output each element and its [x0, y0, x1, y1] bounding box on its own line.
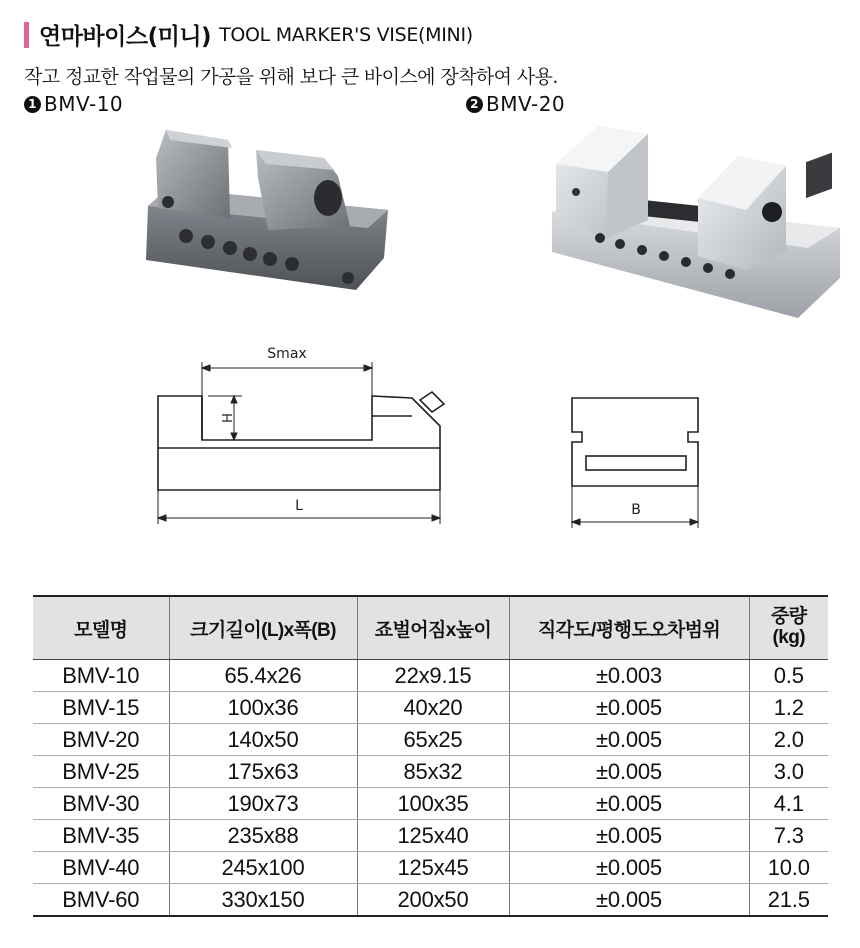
cell-weight: 1.2 — [749, 692, 828, 724]
table-row — [33, 788, 828, 820]
spec-table — [33, 595, 828, 917]
model-label-1 — [24, 92, 123, 116]
cell-weight: 7.3 — [749, 820, 828, 852]
cell-weight: 21.5 — [749, 884, 828, 917]
cell-tolerance: ±0.003 — [509, 660, 749, 692]
header-jaw: 죠벌어짐x높이 — [357, 596, 509, 660]
number-badge-2: 2 — [466, 96, 483, 113]
vise-photo-bmv20 — [548, 120, 844, 320]
vise-photo-bmv10 — [138, 118, 394, 294]
cell-jaw: 40x20 — [357, 692, 509, 724]
cell-tolerance: ±0.005 — [509, 788, 749, 820]
header-weight — [749, 596, 828, 660]
cell-model: BMV-60 — [33, 884, 169, 917]
l-label: L — [295, 498, 303, 514]
cell-tolerance: ±0.005 — [509, 724, 749, 756]
table-row — [33, 820, 828, 852]
cell-size: 100x36 — [169, 692, 357, 724]
header-model: 모델명 — [33, 596, 169, 660]
table-header-row — [33, 596, 828, 660]
cell-model: BMV-10 — [33, 660, 169, 692]
product-description: 작고 정교한 작업물의 가공을 위해 보다 큰 바이스에 장착하여 사용. — [24, 66, 558, 88]
b-label: B — [631, 502, 641, 518]
table-row — [33, 852, 828, 884]
table-row — [33, 660, 828, 692]
page-title — [24, 18, 473, 51]
cell-model: BMV-20 — [33, 724, 169, 756]
side-view-drawing — [150, 340, 450, 530]
cell-jaw: 125x45 — [357, 852, 509, 884]
header-size: 크기길이(L)x폭(B) — [169, 596, 357, 660]
cell-tolerance: ±0.005 — [509, 820, 749, 852]
cell-jaw: 100x35 — [357, 788, 509, 820]
header-weight-unit: (kg) — [772, 627, 805, 648]
cell-model: BMV-30 — [33, 788, 169, 820]
cell-tolerance: ±0.005 — [509, 692, 749, 724]
cell-jaw: 125x40 — [357, 820, 509, 852]
model-name-1: BMV-10 — [44, 92, 124, 116]
cell-jaw: 200x50 — [357, 884, 509, 917]
cell-model: BMV-40 — [33, 852, 169, 884]
cell-size: 65.4x26 — [169, 660, 357, 692]
cell-model: BMV-35 — [33, 820, 169, 852]
cell-jaw: 22x9.15 — [357, 660, 509, 692]
model-name-2: BMV-20 — [486, 92, 566, 116]
table-body — [33, 660, 828, 917]
cell-size: 140x50 — [169, 724, 357, 756]
cell-tolerance: ±0.005 — [509, 756, 749, 788]
cell-size: 175x63 — [169, 756, 357, 788]
cell-model: BMV-25 — [33, 756, 169, 788]
cell-weight: 4.1 — [749, 788, 828, 820]
h-label: H — [218, 413, 233, 423]
cell-weight: 3.0 — [749, 756, 828, 788]
table-row — [33, 884, 828, 917]
cell-model: BMV-15 — [33, 692, 169, 724]
model-label-2 — [466, 92, 565, 116]
cell-jaw: 65x25 — [357, 724, 509, 756]
table-row — [33, 756, 828, 788]
number-badge-1: 1 — [24, 96, 41, 113]
smax-label: Smax — [267, 346, 307, 362]
cell-size: 245x100 — [169, 852, 357, 884]
table-row — [33, 692, 828, 724]
cell-weight: 10.0 — [749, 852, 828, 884]
cell-tolerance: ±0.005 — [509, 852, 749, 884]
cell-size: 235x88 — [169, 820, 357, 852]
header-weight-label: 중량 — [770, 606, 807, 628]
title-accent-bar — [24, 22, 29, 48]
title-korean: 연마바이스(미니) — [39, 24, 212, 50]
cell-size: 190x73 — [169, 788, 357, 820]
table-row — [33, 724, 828, 756]
cell-size: 330x150 — [169, 884, 357, 917]
cell-weight: 2.0 — [749, 724, 828, 756]
cell-weight: 0.5 — [749, 660, 828, 692]
header-tolerance: 직각도/평행도오차범위 — [509, 596, 749, 660]
title-english: TOOL MARKER'S VISE(MINI) — [219, 23, 473, 46]
cell-jaw: 85x32 — [357, 756, 509, 788]
cell-tolerance: ±0.005 — [509, 884, 749, 917]
front-view-drawing — [560, 390, 720, 530]
